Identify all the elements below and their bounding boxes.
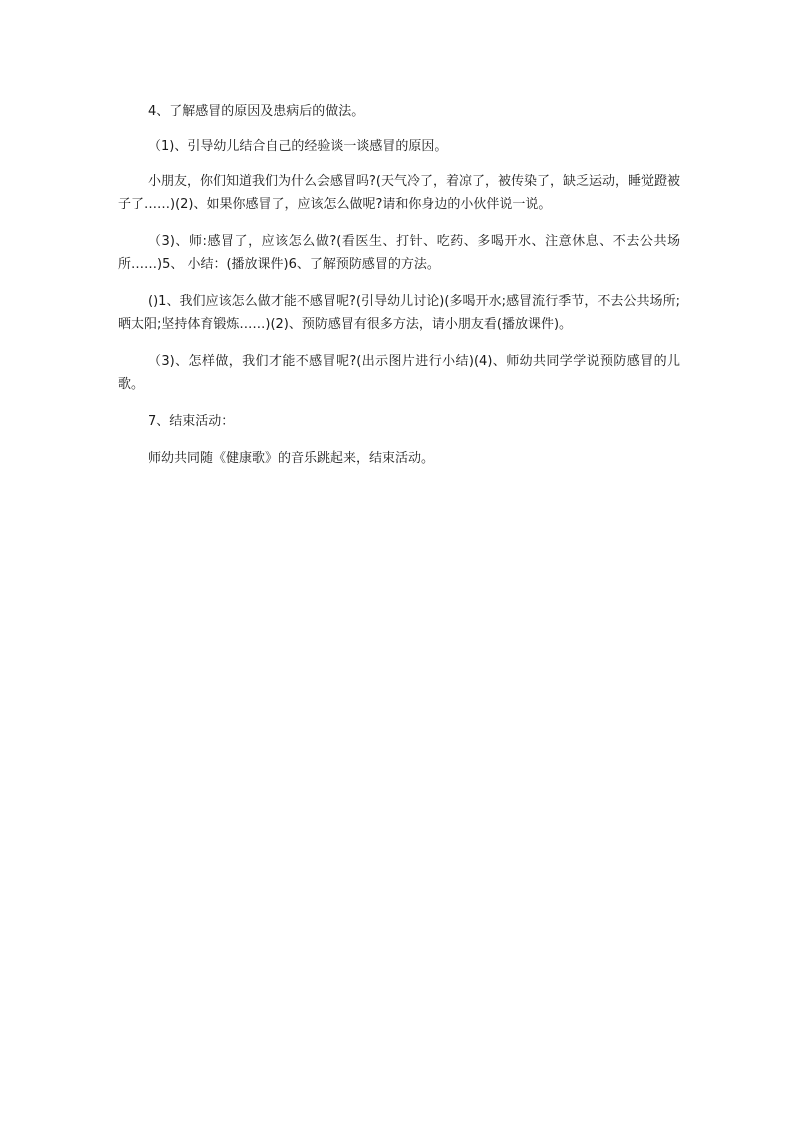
paragraph-what-to-do: （3)、师:感冒了，应该怎么做?(看医生、打针、吃药、多喝开水、注意休息、不去公共场所……)5、 小结：(播放课件)6、了解预防感冒的方法。 [118,234,680,272]
paragraph-prevention: ()1、我们应该怎么做才能不感冒呢?(引导幼儿讨论)(多喝开水;感冒流行季节，不去公共场所;晒太阳;坚持体育锻炼……)(2)、预防感冒有很多方法，请小朋友看(播放课件)。 [118,294,680,332]
paragraph-closing: 师幼共同随《健康歌》的音乐跳起来，结束活动。 [148,451,435,466]
paragraph-summary-song: （3)、怎样做，我们才能不感冒呢?(出示图片进行小结)(4)、师幼共同学学说预防感冒的儿歌。 [118,354,680,392]
section-heading-causes: 4、了解感冒的原因及患病后的做法。 [148,104,365,119]
section-heading-end: 7、结束活动： [148,414,235,429]
paragraph-guide-discussion: （1)、引导幼儿结合自己的经验谈一谈感冒的原因。 [148,139,448,154]
document-body [118,100,680,484]
paragraph-why-catch-cold: 小朋友，你们知道我们为什么会感冒吗?(天气冷了，着凉了，被传染了，缺乏运动，睡觉蹬被子了……)(2)、如果你感冒了，应该怎么做呢?请和你身边的小伙伴说一说。 [118,174,680,212]
